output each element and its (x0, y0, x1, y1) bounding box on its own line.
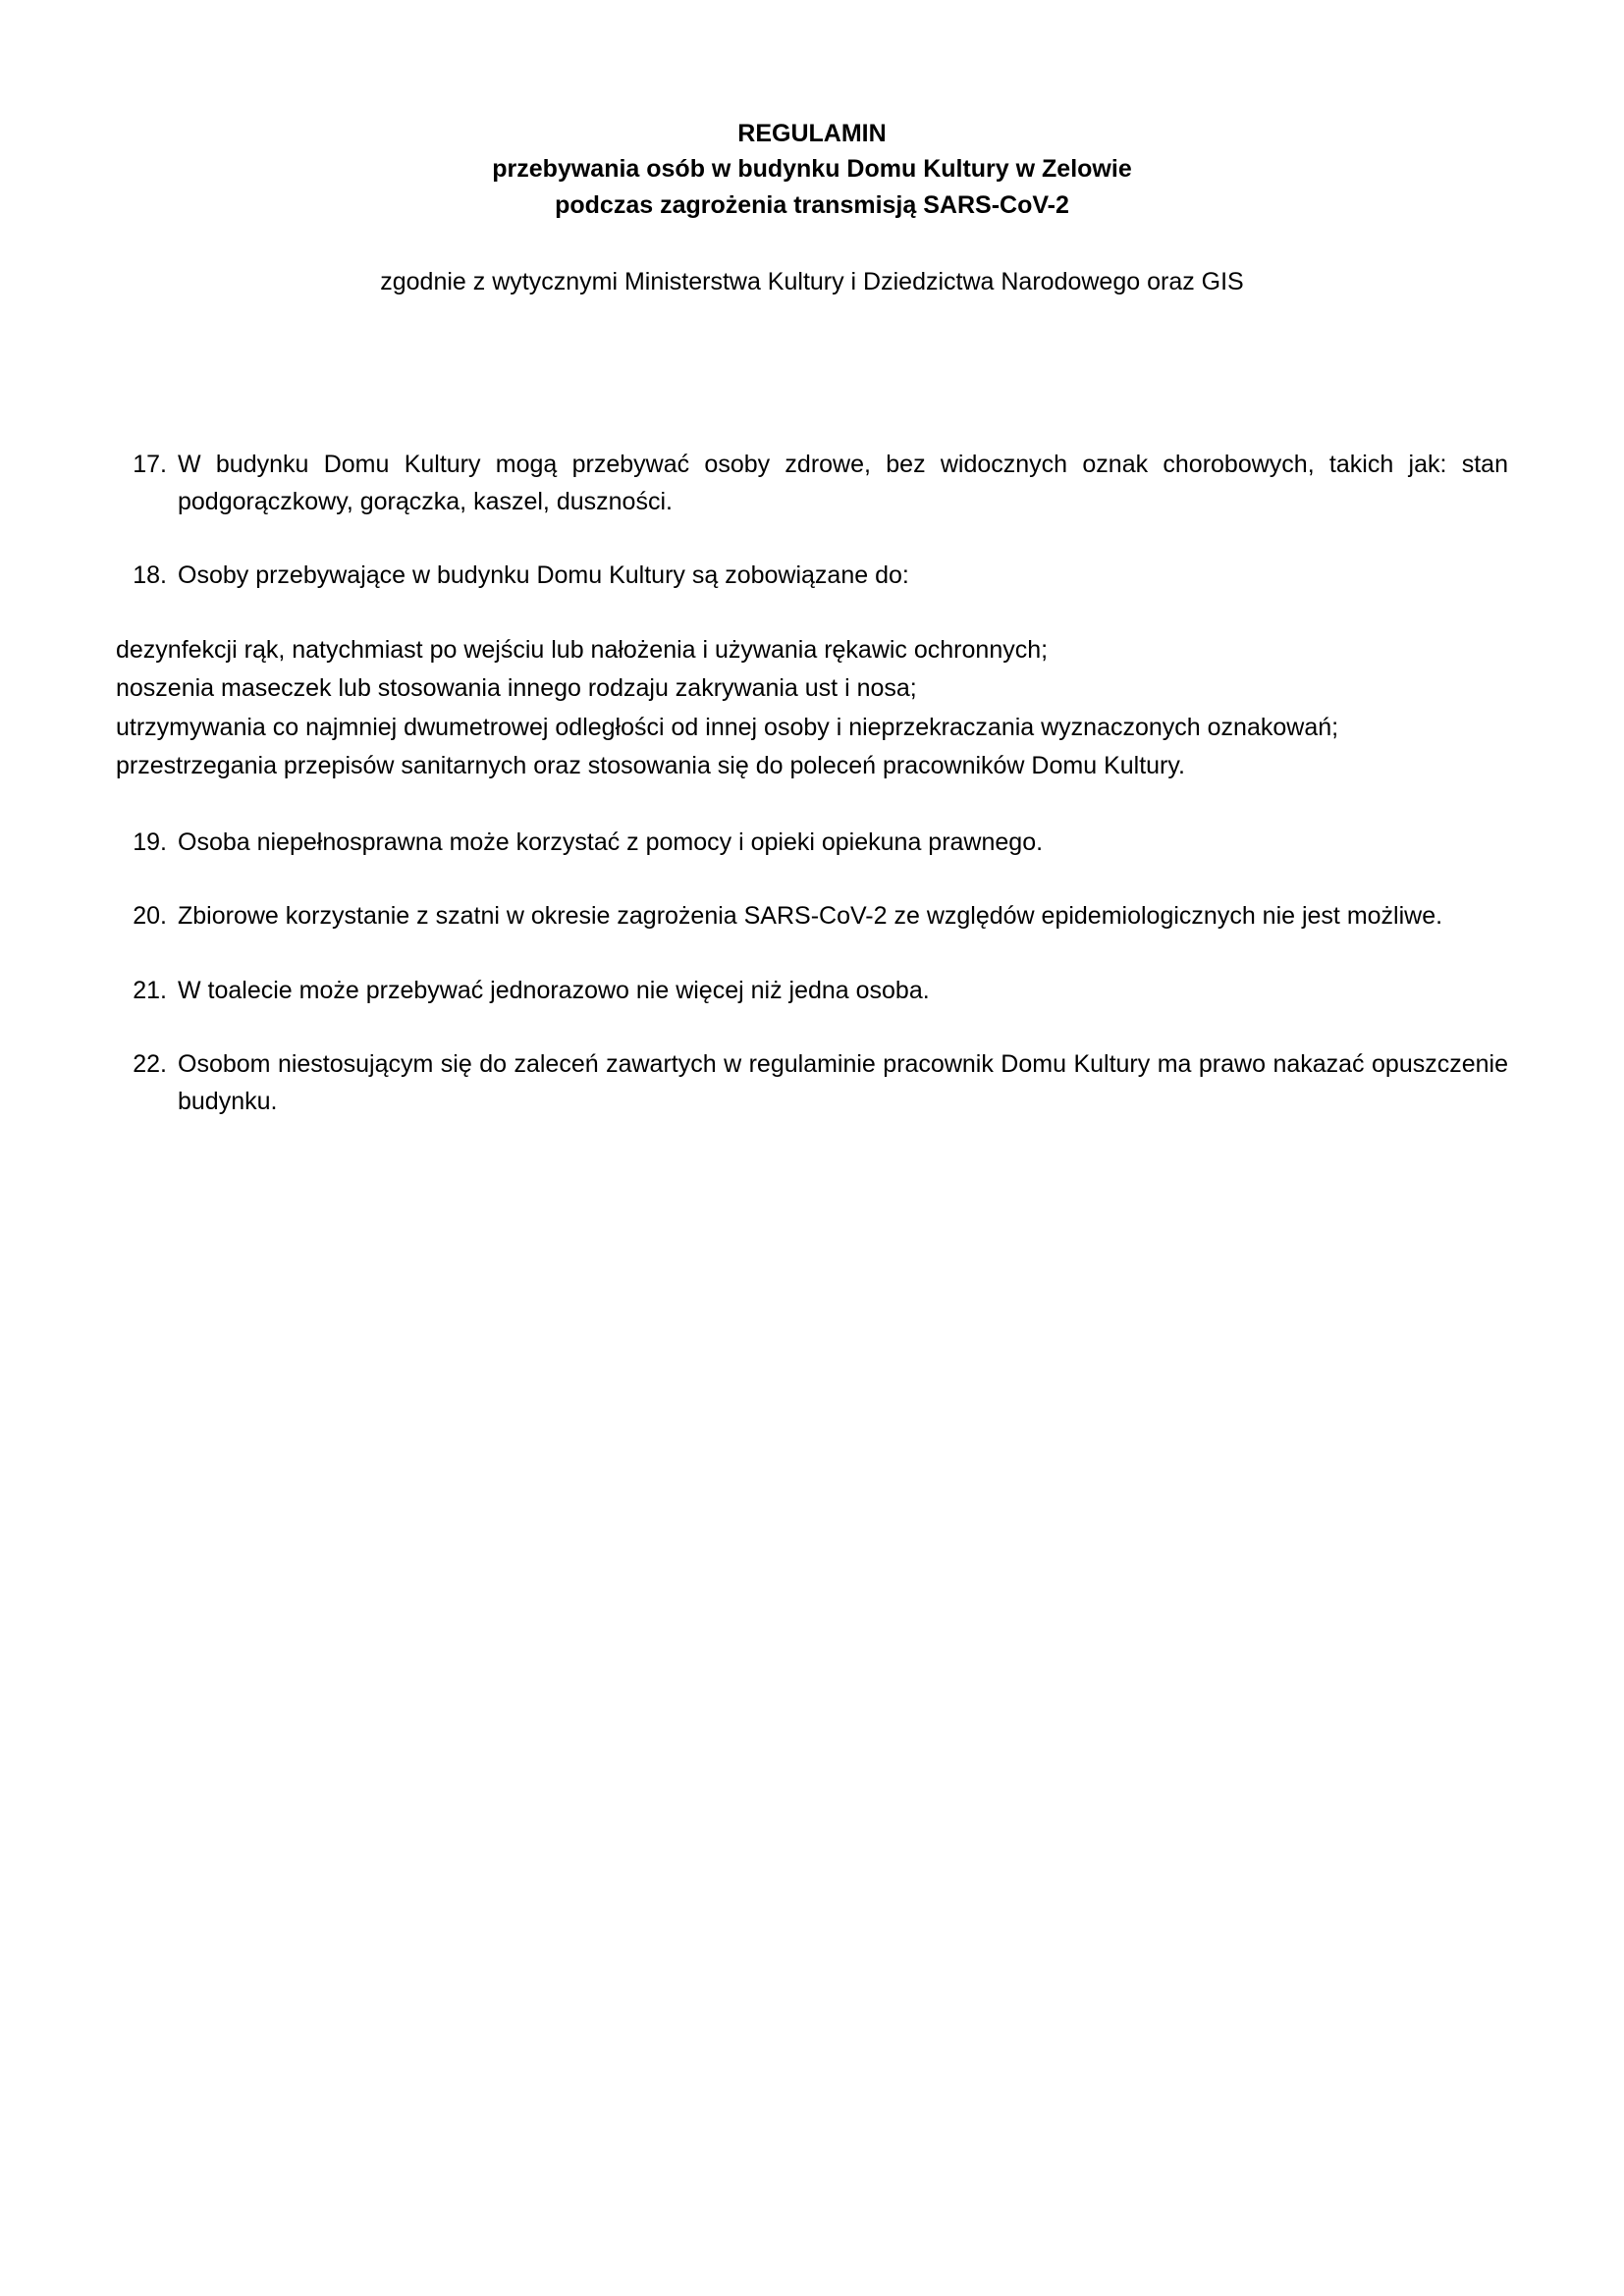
list-item (116, 973, 1508, 1010)
title-line-3: podczas zagrożenia transmisją SARS-CoV-2 (555, 190, 1069, 219)
list-item (116, 898, 1508, 935)
item-text: W toalecie może przebywać jednorazowo nie więcej niż jedna osoba. (178, 976, 930, 1004)
list-item (116, 825, 1508, 862)
item-number: 20. (133, 902, 167, 930)
list-item: utrzymywania co najmniej dwumetrowej odległości od innej osoby i nieprzekraczania wyznaczonych oznakowań; (116, 713, 1339, 741)
item-text: Osoby przebywające w budynku Domu Kultury są zobowiązane do: (178, 561, 909, 589)
regulations-list-continued (116, 825, 1508, 1121)
obligations-list (116, 632, 1508, 785)
item-number: 18. (133, 561, 167, 589)
list-item (116, 447, 1508, 520)
item-number: 17. (133, 451, 167, 478)
list-item: dezynfekcji rąk, natychmiast po wejściu lub nałożenia i używania rękawic ochronnych; (116, 635, 1049, 664)
item-number: 19. (133, 828, 167, 856)
list-item: noszenia maseczek lub stosowania innego rodzaju zakrywania ust i nosa; (116, 674, 917, 702)
item-text: Osobom niestosującym się do zaleceń zawartych w regulaminie pracownik Domu Kultury ma prawo nakazać opuszczenie budynku. (178, 1050, 1508, 1115)
item-text: Osoba niepełnosprawna może korzystać z pomocy i opieki opiekuna prawnego. (178, 828, 1044, 856)
list-item: przestrzegania przepisów sanitarnych oraz stosowania się do poleceń pracowników Domu Kultury. (116, 752, 1185, 779)
document-subtitle: zgodnie z wytycznymi Ministerstwa Kultury i Dziedzictwa Narodowego oraz GIS (380, 267, 1244, 295)
item-text: W budynku Domu Kultury mogą przebywać osoby zdrowe, bez widocznych oznak chorobowych, takich jak: stan podgorączkowy, gorączka, kaszel, duszności. (178, 451, 1508, 515)
list-item (116, 1046, 1508, 1120)
item-text: Zbiorowe korzystanie z szatni w okresie zagrożenia SARS-CoV-2 ze względów epidemiologicznych nie jest możliwe. (178, 902, 1443, 930)
document-body (116, 116, 1508, 1120)
title-spacer (116, 299, 1508, 447)
regulations-list (116, 447, 1508, 595)
title-line-1: REGULAMIN (737, 120, 887, 147)
title-line-2: przebywania osób w budynku Domu Kultury w Zelowie (492, 155, 1132, 184)
item-number: 21. (133, 976, 167, 1004)
list-item (116, 558, 1508, 595)
document-title (116, 116, 1508, 223)
item-number: 22. (133, 1050, 167, 1078)
